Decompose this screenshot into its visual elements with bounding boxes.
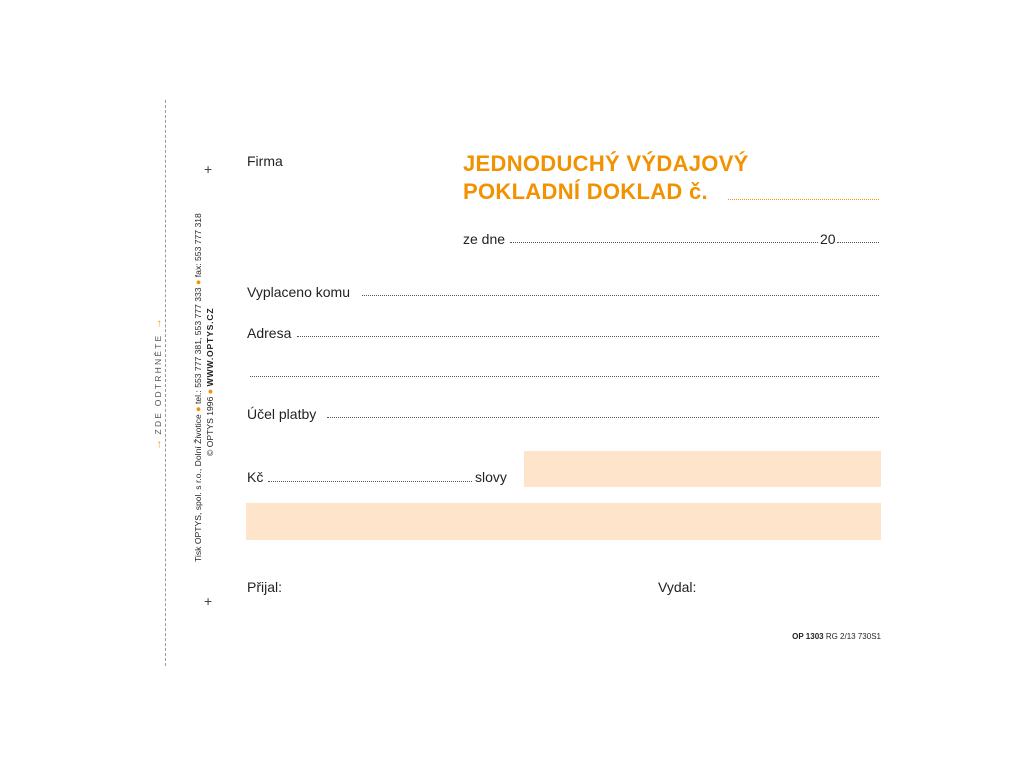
document-title (463, 150, 749, 206)
firma-label: Firma (247, 153, 283, 169)
form-revision: RG 2/13 (825, 632, 856, 641)
title-line2: POKLADNÍ DOKLAD č. (463, 179, 708, 204)
paid-to-field[interactable] (362, 295, 879, 296)
form-number: 730S1 (857, 632, 881, 641)
crop-mark-icon: + (204, 161, 213, 177)
address-label: Adresa (247, 325, 292, 341)
arrow-icon: → (152, 439, 164, 450)
bullet-icon: ● (205, 388, 215, 395)
document-number-field[interactable] (728, 199, 879, 200)
form-code (792, 632, 881, 641)
received-label: Přijal: (247, 579, 283, 595)
printer-fax: fax: 553 777 318 (193, 213, 203, 278)
issued-label: Vydal: (658, 579, 697, 595)
date-year: 20 (820, 231, 836, 247)
purpose-label: Účel platby (247, 406, 317, 422)
paid-to-label: Vyplaceno komu (247, 284, 350, 300)
tear-instruction (152, 310, 164, 450)
year-field[interactable] (837, 242, 879, 243)
amount-in-words-box[interactable] (524, 451, 881, 487)
date-field[interactable] (510, 242, 818, 243)
printer-copyright: © OPTYS 1996 (205, 396, 215, 456)
address-field[interactable] (297, 336, 879, 337)
date-prefix: ze dne (463, 231, 506, 247)
form-code-id: OP 1303 (792, 632, 824, 641)
printer-phone: tel.: 553 777 381, 553 777 333 (193, 287, 203, 405)
bullet-icon: ● (193, 406, 203, 412)
tear-line (165, 100, 166, 666)
purpose-field[interactable] (327, 417, 879, 418)
address-field-line2[interactable] (250, 376, 879, 377)
crop-mark-icon: + (204, 593, 213, 609)
tear-instruction-text: ZDE ODTRHNĚTE (153, 333, 163, 435)
printer-info-line1 (193, 213, 203, 562)
arrow-icon: → (152, 318, 164, 330)
amount-label: Kč (247, 469, 264, 485)
printer-address: Tisk OPTYS, spol. s r.o., Dolní Životice (193, 414, 203, 562)
amount-in-words-box-line2[interactable] (246, 503, 881, 540)
printer-info-line2 (205, 308, 215, 456)
bullet-icon: ● (193, 279, 203, 286)
title-line1: JEDNODUCHÝ VÝDAJOVÝ (463, 151, 749, 176)
amount-field[interactable] (268, 481, 472, 482)
words-label: slovy (475, 469, 507, 485)
printer-website: WWW.OPTYS.CZ (205, 307, 215, 387)
